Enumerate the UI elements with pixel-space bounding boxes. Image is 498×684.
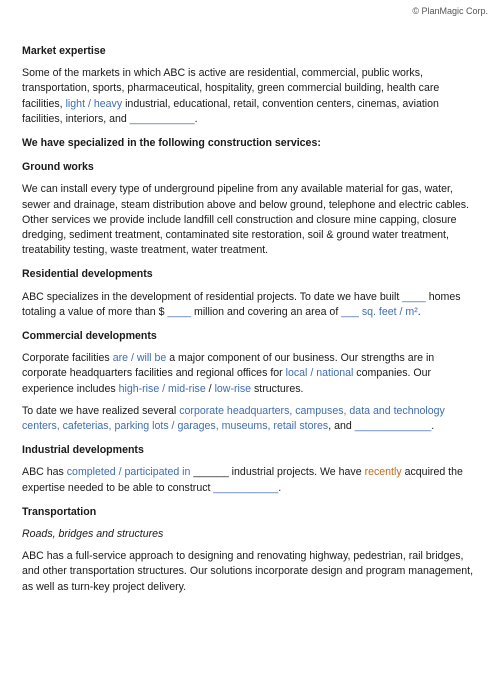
services-heading: We have specialized in the following construction services: <box>22 137 321 150</box>
option-low-rise: low-rise <box>214 382 252 395</box>
text-run: To date we have realized several <box>22 404 180 417</box>
text-run: ABC has <box>22 466 67 479</box>
text-run: industrial, educational, retail, convention centers, cinemas, aviation facilities, interiors, and <box>22 97 439 125</box>
transport-paragraph: ABC has a full-service approach to designing and renovating highway, pedestrian, rail bridges, and other transportation structures. Our solutions incorporate design and program management, as well as turn-key project delivery. <box>22 550 474 593</box>
text-run: / <box>205 382 215 395</box>
fill-blank[interactable]: ___________ <box>129 112 195 125</box>
option-unit: sq. feet / m² <box>361 305 418 318</box>
text-run: . <box>431 420 435 433</box>
option-recently: recently <box>364 466 402 479</box>
text-run: a major component of our business. Our strengths are in corporate headquarters facilities and regional offices for <box>22 352 435 380</box>
copyright-notice: © PlanMagic Corp. <box>412 6 488 16</box>
option-facility-types: corporate headquarters, campuses, data and technology centers, cafeterias, parking lots / garages, museums, retail stores <box>22 404 445 433</box>
fill-blank[interactable]: ______ <box>193 466 229 479</box>
option-local-national: local / national <box>285 367 354 380</box>
fill-blank[interactable]: ___________ <box>213 481 279 494</box>
section-heading-commercial: Commercial developments <box>22 330 157 343</box>
text-run: structures. <box>251 382 304 395</box>
text-run: homes totaling a value of more than $ <box>22 290 461 318</box>
section-heading-market: Market expertise <box>22 45 106 57</box>
text-run: million and covering an area of <box>191 305 342 318</box>
fill-blank[interactable]: ___ <box>341 305 359 318</box>
text-run: ABC specializes in the development of residential projects. To date we have built <box>22 290 403 303</box>
market-paragraph <box>22 66 474 127</box>
commercial-paragraph-2 <box>22 404 474 434</box>
text-run: , and <box>328 420 355 433</box>
text-run: . <box>417 305 421 318</box>
section-heading-residential: Residential developments <box>22 268 153 281</box>
transport-subheading: Roads, bridges and structures <box>22 528 164 541</box>
text-run: Some of the markets in which ABC is active are residential, commercial, public works, transportation, sports, pharmaceutical, hospitality, green commercial building, health care facilities, <box>22 67 440 110</box>
ground-paragraph: We can install every type of underground pipeline from any available material for gas, water, sewer and drainage, steam distribution above and below ground, telephone and electric cables. Other services we provide include landfill cell construction and closure mine capping, closure dredging, sediment treatment, contaminated site restoration, soil & ground water treatment, treatability testing, waste treatment, water treatment. <box>22 183 469 257</box>
document-page <box>22 44 474 602</box>
industrial-paragraph <box>22 465 474 495</box>
fill-blank[interactable]: ____ <box>402 290 426 303</box>
option-are-will-be: are / will be <box>112 352 167 365</box>
section-heading-transport: Transportation <box>22 505 97 518</box>
text-run: . <box>194 112 198 125</box>
section-heading-industrial: Industrial developments <box>22 444 144 457</box>
residential-paragraph <box>22 290 474 320</box>
text-run: acquired the expertise needed to be able to construct <box>22 466 463 494</box>
text-run: Corporate facilities <box>22 352 113 365</box>
option-completed: completed / participated in <box>66 466 191 479</box>
option-rise: high-rise / mid-rise <box>118 382 206 395</box>
fill-blank[interactable]: ____ <box>167 305 192 318</box>
text-run: industrial projects. We have <box>228 466 365 479</box>
option-light-heavy: light / heavy <box>65 97 123 110</box>
fill-blank[interactable]: _____________ <box>354 420 432 433</box>
commercial-paragraph-1 <box>22 351 474 397</box>
section-heading-ground: Ground works <box>22 161 94 174</box>
text-run: companies. Our experience includes <box>22 367 432 395</box>
text-run: . <box>278 481 282 494</box>
